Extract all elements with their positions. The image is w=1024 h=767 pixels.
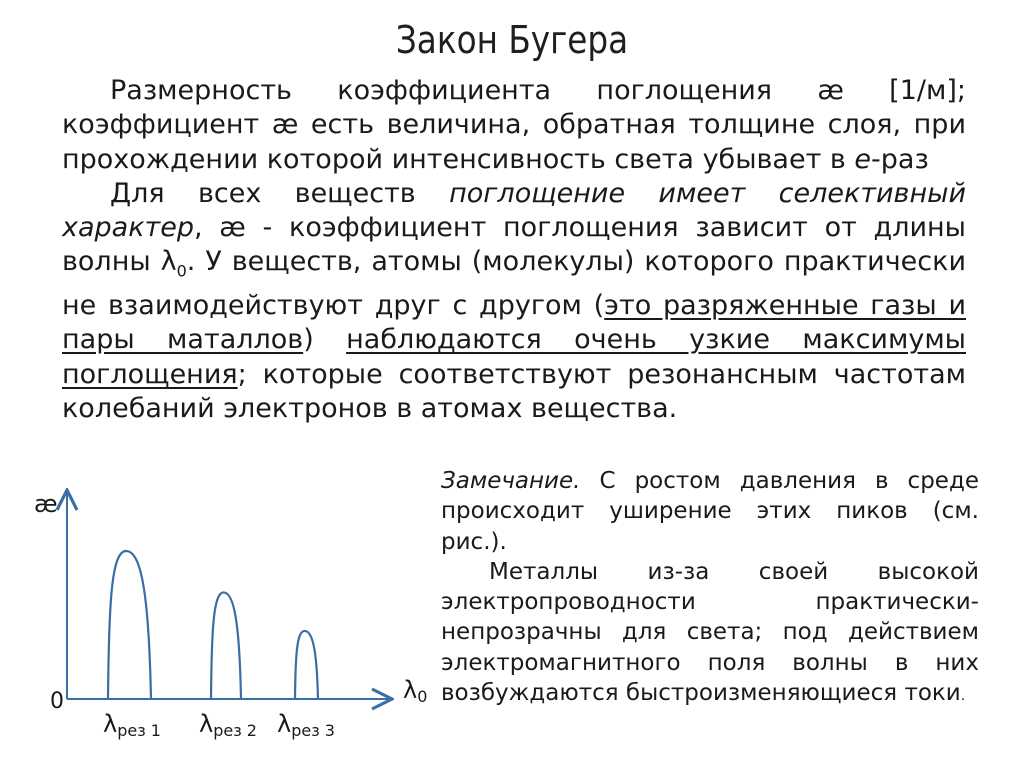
- units-tail: -раз: [871, 143, 929, 175]
- e-symbol: е: [854, 143, 872, 175]
- selective-text-4: ): [303, 324, 347, 356]
- selective-text-2: , æ - коэффициент поглощения зависит от длины волны λ: [62, 212, 966, 278]
- selective-emphasis: поглощение имеет селективный характер: [62, 177, 966, 244]
- maxima-underlined: наблюдаются очень узкие максимумы поглощения: [62, 324, 966, 390]
- y-axis-label: æ: [34, 490, 58, 518]
- selective-text-3: . У веществ, атомы (молекулы) которого практически не взаимодействуют друг с другом (: [62, 246, 966, 322]
- absorption-peaks-chart: [0, 470, 440, 755]
- metals-text: Металлы из-за своей высокой электропроводности практически-непрозрачны для света; под действием электромагнитного поля волны в них возбуждаются быстроизменяющиеся токи: [441, 558, 979, 707]
- peaks-group: [103, 551, 335, 740]
- peak-3: [295, 631, 318, 699]
- selective-text-5: ; которые соответствуют резонансным частотам колебаний электронов в атомах вещества.: [62, 358, 966, 425]
- origin-label: 0: [50, 689, 64, 714]
- main-text: [62, 74, 966, 426]
- page-title: Закон Бугера: [395, 18, 629, 62]
- remark-label: Замечание.: [441, 468, 581, 494]
- units-text: Размерность коэффициента поглощения æ [1/м]; коэффициент æ есть величина, обратная толщине слоя, при прохождении которой интенсивность света убывает в: [62, 75, 966, 175]
- lambda-subscript: 0: [176, 261, 187, 281]
- peak-label-3: λрез 3: [277, 710, 335, 740]
- remark-paragraph: [441, 466, 979, 557]
- remark-text: С ростом давления в среде происходит уширение этих пиков (см. рис.).: [441, 468, 979, 555]
- remark-block: [441, 466, 979, 711]
- paragraph-selective: [62, 177, 966, 426]
- peak-1: [108, 551, 151, 699]
- gases-underlined: это разряженные газы и пары маталлов: [62, 290, 966, 356]
- peak-label-2: λрез 2: [199, 710, 257, 740]
- metals-dot: .: [960, 688, 966, 705]
- peak-2: [211, 592, 241, 699]
- x-axis-label: λ0: [403, 676, 428, 706]
- selective-text-1: Для всех веществ: [110, 177, 450, 209]
- metals-paragraph: [441, 557, 979, 711]
- peak-label-1: λрез 1: [103, 710, 161, 740]
- paragraph-units: [62, 74, 966, 177]
